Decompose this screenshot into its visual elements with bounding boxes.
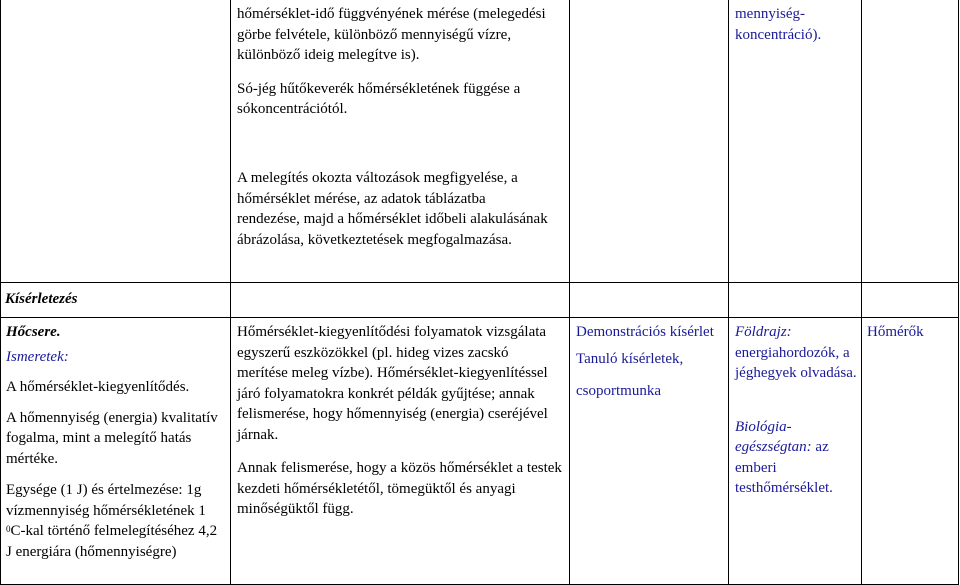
section-header: Kísérletezés xyxy=(5,291,78,307)
methods-cell xyxy=(576,322,726,402)
knowledge-item-3 xyxy=(6,480,226,562)
column-divider-3 xyxy=(728,0,729,585)
knowledge-item-1: A hőmérséklet-kiegyenlítődés. xyxy=(6,379,190,395)
top-links-cell xyxy=(735,4,853,45)
activities-text-2: Annak felismerése, hogy a közös hőmérséklet a testek kezdeti hőmérsékletétől, tömegüktől és anyagi minőségüktől függ. xyxy=(237,460,562,517)
degree-superscript: 0 xyxy=(6,524,11,534)
link-biology-label: Biológia-egészségtan: xyxy=(735,418,812,455)
middle-activity-cell xyxy=(237,168,549,250)
top-activity-text-2: Só-jég hűtőkeverék hőmérsékletének függése a sókoncentrációtól. xyxy=(237,80,521,117)
concept-1: Hőmérők xyxy=(867,324,924,340)
column-divider-1 xyxy=(230,0,231,585)
column-divider-2 xyxy=(569,0,570,585)
method-3: csoportmunka xyxy=(576,383,661,399)
activities-text-1: Hőmérséklet-kiegyenlítődési folyamatok vizsgálata egyszerű eszközökkel (pl. hideg vizes zacskó merítése meleg vízbe). Hőmérséklet-kiegyenlítéssel járó folyamatokra konkrét példák gyűjtése; annak felismerése, hogy hőmennyiség (energia) cseréjével járnak. xyxy=(237,324,548,443)
top-activity-text-1: hőmérséklet-idő függvényének mérése (melegedési görbe felvétele, különböző mennyiségű vízre, különböző ideig melegítve is). xyxy=(237,6,546,63)
knowledge-label: Ismeretek: xyxy=(6,348,69,365)
link-biology xyxy=(735,417,859,499)
concepts-cell xyxy=(867,322,955,343)
knowledge-item-3-text-b: C-kal történő felmelegítéséhez 4,2 J energiára (hőmennyiségre) xyxy=(6,523,218,560)
table-border-right xyxy=(958,0,959,585)
column-divider-4 xyxy=(861,0,862,585)
knowledge-item-2: A hőmennyiség (energia) kvalitatív fogalma, mint a melegítő hatás mértéke. xyxy=(6,409,218,467)
method-2: Tanuló kísérletek, xyxy=(576,350,684,367)
link-geography-label: Földrajz: xyxy=(735,324,792,340)
link-geography xyxy=(735,322,859,384)
link-biology-text: az emberi testhőmérséklet. xyxy=(735,439,833,496)
table-border-left xyxy=(0,0,1,585)
topic-title: Hőcsere. xyxy=(6,324,61,340)
top-activity-cell xyxy=(237,4,567,120)
top-links-text: mennyiség-koncentráció). xyxy=(735,6,822,43)
row-divider-bottom xyxy=(0,317,959,318)
knowledge-item-3-text-a: Egysége (1 J) és értelmezése: 1g vízmennyiség hőmérsékletének 1 xyxy=(6,482,206,519)
middle-activity-text: A melegítés okozta változások megfigyelése, a hőmérséklet mérése, az adatok táblázatba rendezése, majd a hőmérséklet időbeli alakulásának ábrázolása, következtetések megfogalmazása. xyxy=(237,170,548,248)
link-geography-text: energiahordozók, a jéghegyek olvadása. xyxy=(735,344,857,381)
content-cell xyxy=(6,322,226,562)
activities-cell xyxy=(237,322,563,520)
method-1: Demonstrációs kísérlet xyxy=(576,324,714,340)
links-cell xyxy=(735,322,859,499)
row-divider-top xyxy=(0,282,959,283)
